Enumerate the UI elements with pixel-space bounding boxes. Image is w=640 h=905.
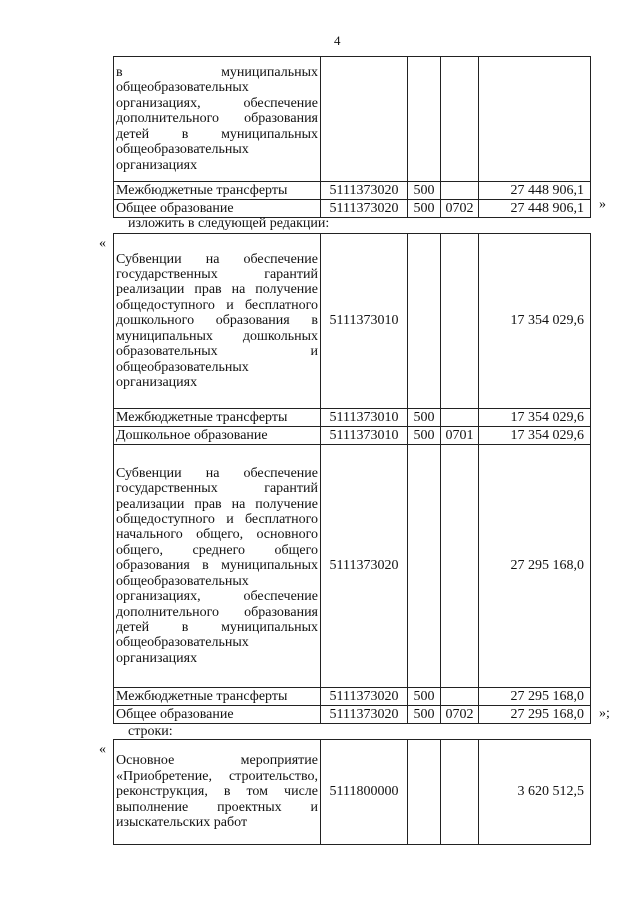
row-code: 5111373020 (321, 445, 408, 688)
table-row (114, 234, 591, 409)
row-code: 5111373010 (321, 409, 408, 427)
page-number: 4 (334, 33, 341, 48)
row-rz (441, 445, 479, 688)
table-row (114, 200, 591, 218)
row-name: Дошкольное образование (114, 427, 321, 445)
row-code: 5111800000 (321, 740, 408, 845)
table-row (114, 57, 591, 182)
table-row (114, 182, 591, 200)
row-code: 5111373010 (321, 234, 408, 409)
row-rz (441, 409, 479, 427)
row-vr (408, 740, 441, 845)
row-vr: 500 (408, 200, 441, 218)
row-amount: 27 295 168,0 (479, 706, 591, 724)
row-rz (441, 740, 479, 845)
budget-table-old (113, 56, 591, 218)
row-amount (479, 57, 591, 182)
row-vr (408, 445, 441, 688)
row-name: Субвенции на обеспечение государственных гарантий реализации прав на получение общедоступного и бесплатного дошкольного образования в муниципальных дошкольных образовательных и общеобразовательных организациях (114, 234, 321, 409)
row-amount: 27 295 168,0 (479, 688, 591, 706)
row-name: в муниципальных общеобразовательных организациях, обеспечение дополнительного образования детей в муниципальных общеобразовательных организациях (114, 57, 321, 182)
budget-table-lines (113, 739, 591, 845)
row-name: Общее образование (114, 200, 321, 218)
row-rz: 0702 (441, 200, 479, 218)
table-row (114, 445, 591, 688)
row-rz: 0702 (441, 706, 479, 724)
row-rz (441, 688, 479, 706)
budget-table-new (113, 233, 591, 724)
row-vr: 500 (408, 409, 441, 427)
table-row (114, 427, 591, 445)
row-name: Основное мероприятие «Приобретение, строительство, реконструкция, в том числе выполнение проектных и изыскательских работ (114, 740, 321, 845)
instruction-text: изложить в следующей редакции: (128, 216, 330, 231)
row-code: 5111373020 (321, 182, 408, 200)
row-vr: 500 (408, 427, 441, 445)
row-name: Межбюджетные трансферты (114, 688, 321, 706)
row-code: 5111373020 (321, 200, 408, 218)
row-amount: 17 354 029,6 (479, 409, 591, 427)
closing-quote: »; (599, 706, 610, 721)
row-code: 5111373020 (321, 688, 408, 706)
table-row (114, 706, 591, 724)
opening-quote: « (99, 236, 106, 251)
row-name: Субвенции на обеспечение государственных гарантий реализации прав на получение общедоступного и бесплатного начального общего, основного общего, среднего общего образования в муниципальных общеобразовательных организациях, обеспечение дополнительного образования детей в муниципальных общеобразовательных организациях (114, 445, 321, 688)
row-rz: 0701 (441, 427, 479, 445)
row-amount: 27 295 168,0 (479, 445, 591, 688)
row-vr: 500 (408, 182, 441, 200)
row-amount: 27 448 906,1 (479, 200, 591, 218)
row-vr (408, 57, 441, 182)
row-name: Межбюджетные трансферты (114, 182, 321, 200)
table-row (114, 740, 591, 845)
opening-quote: « (99, 742, 106, 757)
row-amount: 17 354 029,6 (479, 234, 591, 409)
row-code (321, 57, 408, 182)
row-rz (441, 182, 479, 200)
row-vr: 500 (408, 706, 441, 724)
row-amount: 3 620 512,5 (479, 740, 591, 845)
row-rz (441, 234, 479, 409)
row-amount: 17 354 029,6 (479, 427, 591, 445)
row-name: Межбюджетные трансферты (114, 409, 321, 427)
table-row (114, 409, 591, 427)
row-rz (441, 57, 479, 182)
row-vr: 500 (408, 688, 441, 706)
row-code: 5111373010 (321, 427, 408, 445)
instruction-text: строки: (128, 724, 173, 739)
row-amount: 27 448 906,1 (479, 182, 591, 200)
row-code: 5111373020 (321, 706, 408, 724)
row-vr (408, 234, 441, 409)
row-name: Общее образование (114, 706, 321, 724)
table-row (114, 688, 591, 706)
closing-quote: » (599, 197, 606, 212)
